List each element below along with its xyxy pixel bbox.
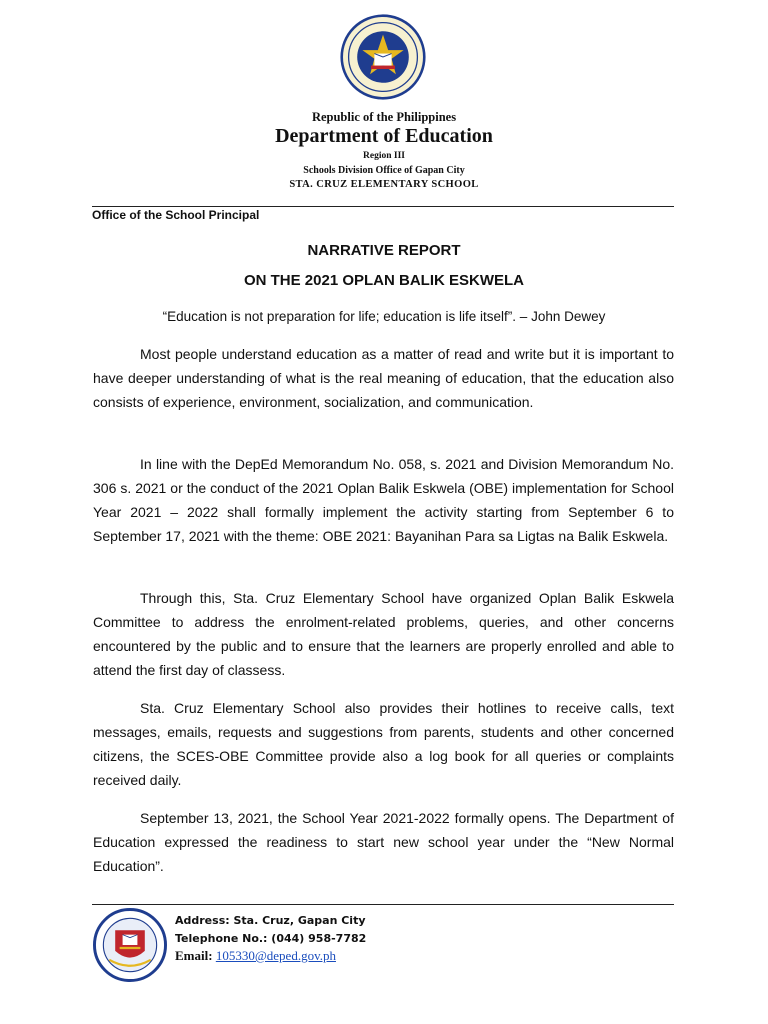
body-paragraph: Through this, Sta. Cruz Elementary School have organized Oplan Balik Eskwela Committee to address the enrolment-related problems, queries, and other concerns encountered by the public and to ensure that the learners are properly enrolled and able to attend the first day of classess. bbox=[93, 590, 674, 678]
body-paragraph: Most people understand education as a matter of read and write but it is important to have deeper understanding of what is the real meaning of education, that the education also consists of experience, environment, socialization, and communication. bbox=[93, 346, 674, 410]
footer-divider bbox=[92, 904, 674, 905]
body-paragraph: In line with the DepEd Memorandum No. 058, s. 2021 and Division Memorandum No. 306 s. 2021 or the conduct of the 2021 Oplan Balik Eskwela (OBE) implementation for School Year 2021 – 2022 shall formally implement the activity starting from September 6 to September 17, 2021 with the theme: OBE 2021: Bayanihan Para sa Ligtas na Balik Eskwela. bbox=[93, 456, 674, 544]
footer-telephone: Telephone No.: (044) 958-7782 bbox=[175, 932, 367, 945]
header-divider bbox=[92, 206, 674, 207]
email-link[interactable]: 105330@deped.gov.ph bbox=[215, 948, 336, 963]
footer-address: Address: Sta. Cruz, Gapan City bbox=[175, 914, 366, 927]
footer-email-row bbox=[175, 948, 336, 964]
department-heading: Department of Education bbox=[275, 125, 493, 147]
body-paragraph: Sta. Cruz Elementary School also provides their hotlines to receive calls, text messages, emails, requests and suggestions from parents, students and other concerned citizens, the SCES-OBE Committee provide also a log book for all queries or complaints received daily. bbox=[93, 700, 674, 788]
office-label: Office of the School Principal bbox=[92, 208, 260, 222]
republic-heading: Republic of the Philippines bbox=[311, 110, 457, 124]
deped-seal-icon bbox=[340, 14, 426, 100]
region-heading: Region III bbox=[363, 151, 405, 161]
school-seal-icon bbox=[93, 908, 167, 982]
division-heading: Schools Division Office of Gapan City bbox=[303, 165, 465, 176]
report-subtitle: ON THE 2021 OPLAN BALIK ESKWELA bbox=[243, 272, 525, 289]
email-label: Email: bbox=[175, 948, 216, 963]
school-heading: STA. CRUZ ELEMENTARY SCHOOL bbox=[289, 179, 479, 190]
report-title: NARRATIVE REPORT bbox=[307, 242, 461, 259]
body-paragraph: September 13, 2021, the School Year 2021-2022 formally opens. The Department of Education expressed the readiness to start new school year under the “New Normal Education”. bbox=[93, 810, 674, 874]
epigraph-quote: “Education is not preparation for life; education is life itself”. – John Dewey bbox=[162, 309, 606, 324]
